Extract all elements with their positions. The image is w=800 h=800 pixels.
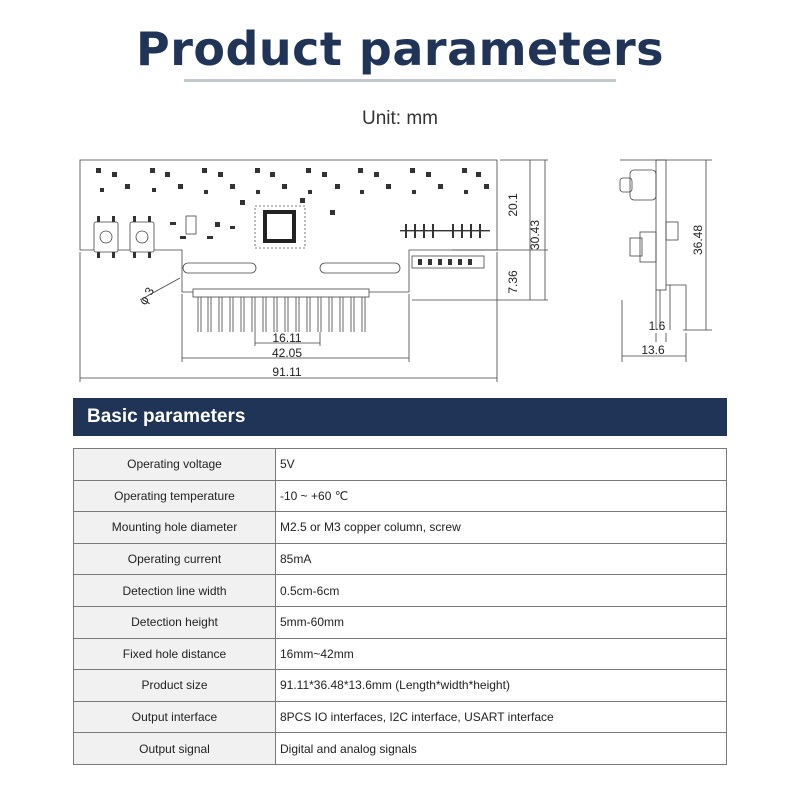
table-row (74, 543, 727, 575)
dim-side-height: 36.48 (691, 224, 705, 256)
dim-header-width: 42.05 (271, 346, 303, 360)
table-row (74, 733, 727, 765)
table-row (74, 701, 727, 733)
param-label: Operating current (74, 543, 276, 575)
param-value: M2.5 or M3 copper column, screw (276, 512, 727, 544)
unit-label: Unit: mm (362, 108, 438, 129)
param-label: Fixed hole distance (74, 638, 276, 670)
param-value: 85mA (276, 543, 727, 575)
param-value: 5V (276, 449, 727, 481)
table-row (74, 575, 727, 607)
parameters-table (73, 448, 727, 765)
param-value: 8PCS IO interfaces, I2C interface, USART interface (276, 701, 727, 733)
param-label: Operating temperature (74, 480, 276, 512)
table-row (74, 449, 727, 481)
dim-inner-width: 16.11 (272, 331, 302, 345)
dim-height-total: 30.43 (528, 219, 542, 251)
table-row (74, 512, 727, 544)
param-value: Digital and analog signals (276, 733, 727, 765)
param-value: 16mm~42mm (276, 638, 727, 670)
table-row (74, 638, 727, 670)
dim-side-depth: 13.6 (641, 343, 665, 357)
page-title: Product parameters (135, 22, 665, 76)
table-row (74, 606, 727, 638)
param-value: 0.5cm-6cm (276, 575, 727, 607)
dim-pin-height: 7.36 (506, 270, 520, 294)
dim-height-top: 20.1 (506, 193, 520, 217)
param-label: Operating voltage (74, 449, 276, 481)
param-value: 5mm-60mm (276, 606, 727, 638)
basic-parameters-heading: Basic parameters (73, 398, 727, 436)
param-label: Mounting hole diameter (74, 512, 276, 544)
dim-total-width: 91.11 (272, 365, 302, 379)
front-view-board (80, 160, 497, 292)
side-view (620, 160, 712, 362)
param-label: Product size (74, 670, 276, 702)
param-label: Detection line width (74, 575, 276, 607)
param-label: Detection height (74, 606, 276, 638)
table-row (74, 480, 727, 512)
param-label: Output signal (74, 733, 276, 765)
param-value: -10 ~ +60 ℃ (276, 480, 727, 512)
param-value: 91.11*36.48*13.6mm (Length*width*height) (276, 670, 727, 702)
param-label: Output interface (74, 701, 276, 733)
pin-header (193, 289, 369, 332)
dim-side-thickness: 1.6 (648, 319, 666, 333)
table-row (74, 670, 727, 702)
dim-hole-diameter: φ 3 (136, 284, 158, 308)
